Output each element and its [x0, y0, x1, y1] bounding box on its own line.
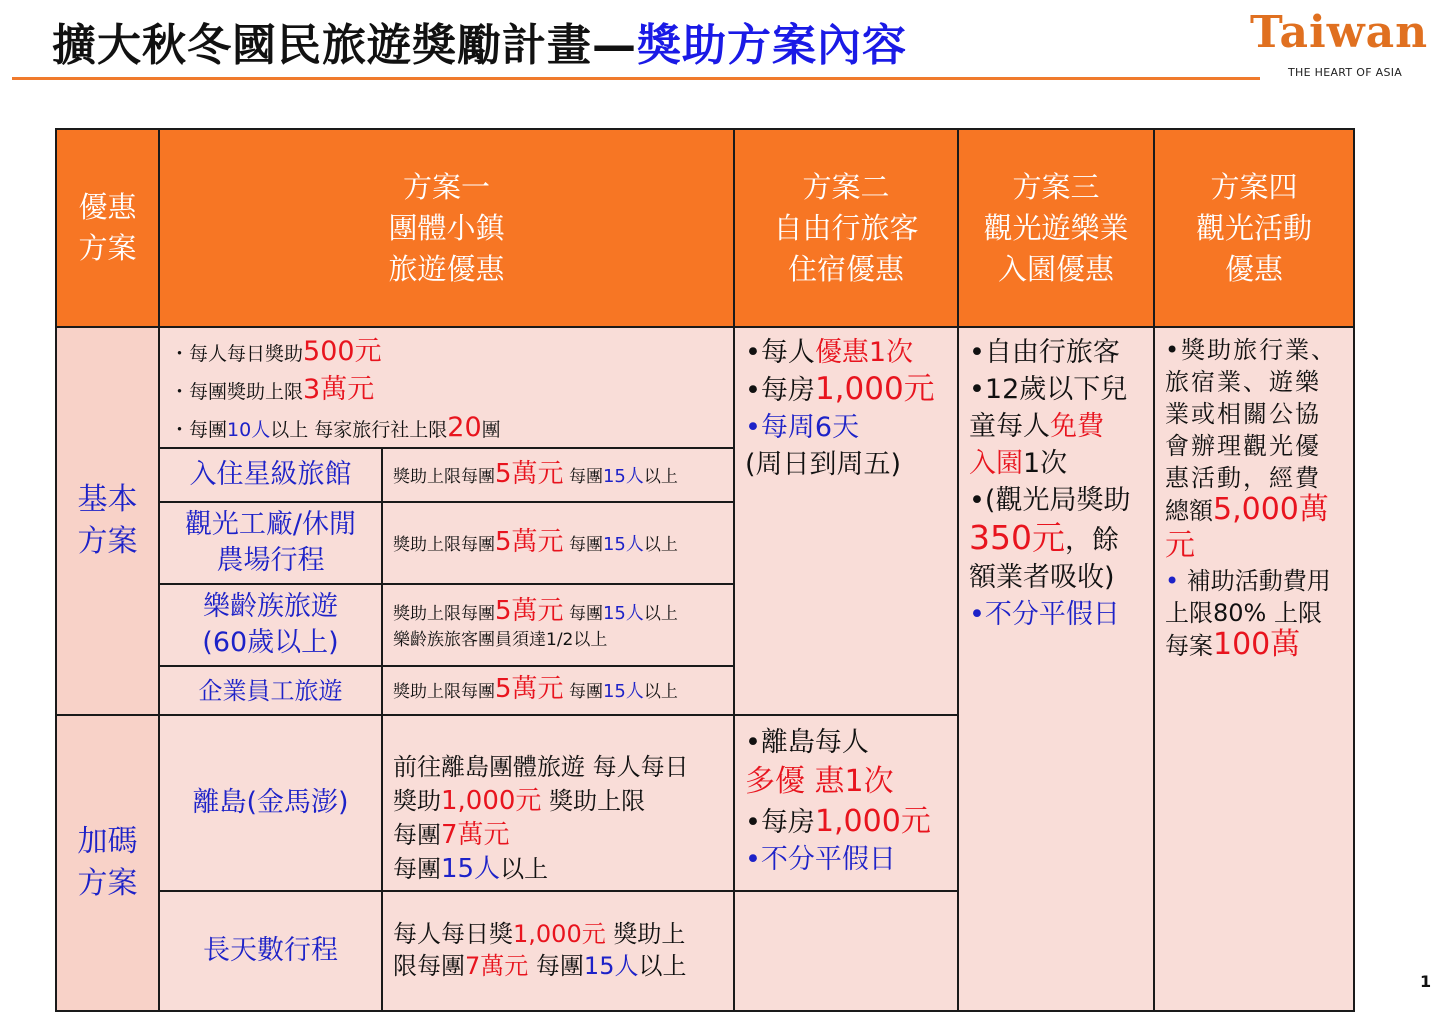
amount: 100萬: [1213, 627, 1301, 662]
island-plan2-line: [745, 803, 947, 841]
logo-tagline: THE HEART OF ASIA: [1288, 66, 1403, 79]
bullet: •: [1165, 567, 1187, 595]
bonus-value-long-trip: [381, 890, 735, 1012]
header-text: 團體小鎮: [388, 210, 505, 245]
plan4-line: •獎助旅行業、: [1165, 336, 1338, 364]
text: 每團: [393, 821, 441, 849]
plan4-line: 上限80% 上限: [1165, 599, 1322, 627]
row-label-text: 加碼: [77, 824, 138, 859]
plan2-line: •每周6天: [745, 412, 860, 443]
text: 以上 每家旅行社上限: [270, 419, 448, 441]
text: 每團: [563, 534, 603, 555]
text: 以上: [500, 855, 549, 883]
plan4-line: 會辦理觀光優: [1165, 432, 1321, 460]
plan1-sub-value-senior: [381, 583, 735, 667]
sub-label: 長天數行程: [203, 935, 338, 966]
count: 15人: [602, 602, 644, 624]
title-highlight: 獎助方案內容: [637, 20, 907, 71]
text: 獎助上限每團: [393, 534, 495, 555]
count: 10人: [227, 419, 271, 441]
amount: 20: [447, 412, 482, 443]
plan4-line: [1165, 629, 1343, 662]
text: 以上: [643, 603, 678, 624]
plan1-sub-label-hotel: [158, 447, 383, 503]
header-text: 方案四: [1210, 169, 1298, 204]
plan1-line: ・每人每日獎助500元: [170, 336, 382, 367]
sub-label: 觀光工廠/休閒 農場行程: [184, 509, 357, 576]
plan4-line: 旅宿業、遊樂: [1165, 368, 1321, 396]
bonus-label-long-trip: [158, 890, 383, 1012]
page-number: 1: [1420, 972, 1432, 991]
header-text: 觀光活動: [1195, 210, 1312, 245]
sub-value-line: [393, 676, 733, 705]
amount: 5萬元: [495, 674, 564, 704]
island-line: [393, 818, 723, 852]
text: 每案: [1165, 632, 1213, 660]
island-plan2-line: •不分平假日: [745, 844, 896, 875]
sub-label: 樂齡族旅遊 (60歲以上): [202, 591, 339, 658]
plan3-line: •不分平假日: [969, 599, 1120, 630]
plan1-sub-value-corporate: [381, 665, 735, 716]
count: 15人: [602, 681, 644, 702]
header-text: 方案二: [802, 169, 890, 204]
header-plan-1: [158, 128, 735, 328]
row-label-text: 基本: [77, 482, 138, 517]
amount: 1,000元: [513, 920, 606, 948]
plan3-line: [969, 408, 1143, 445]
text: 以上: [638, 952, 687, 980]
plan4-line: [1165, 565, 1343, 597]
text: •每房: [745, 375, 815, 406]
count: 15人: [602, 533, 644, 555]
plan3-line: [969, 519, 1143, 559]
count: 15人: [602, 465, 644, 487]
text: 獎助: [393, 787, 441, 815]
plan3-line: [969, 445, 1143, 482]
amount: 7萬元: [441, 820, 510, 850]
text: 每團: [563, 466, 603, 487]
title-main: 擴大秋冬國民旅遊獎勵計畫—: [52, 20, 637, 71]
page-title: [52, 14, 907, 78]
bonus-label-island: [158, 714, 383, 892]
text: 童每人: [969, 411, 1050, 442]
text: 以上: [643, 682, 678, 702]
amount: 1,000元: [814, 804, 931, 839]
amount: 5萬元: [495, 458, 564, 489]
plan1-sub-label-senior: [158, 583, 383, 667]
plan-table: [55, 128, 1355, 1012]
text: •每房: [745, 807, 815, 838]
title-divider: [12, 77, 1260, 80]
text: 限每團: [393, 952, 465, 980]
plan4-line: 惠活動，經費: [1165, 464, 1321, 492]
text: 以上: [643, 466, 678, 487]
text: 每團: [563, 682, 603, 702]
header-plan-type: [55, 128, 160, 328]
plan3-line: •(觀光局獎助: [969, 485, 1131, 516]
sub-value-line: [393, 526, 733, 558]
plan2-line: [745, 371, 947, 409]
count: 15人: [441, 854, 501, 884]
header-text: 方案: [78, 231, 137, 265]
text: 總額: [1165, 497, 1213, 525]
text: 獎助上限每團: [393, 466, 495, 487]
island-plan2-line: •離島每人: [745, 727, 869, 758]
header-text: 旅遊優惠: [388, 251, 505, 286]
header-plan-3: [957, 128, 1155, 328]
row-label-bonus: [55, 714, 160, 1012]
bonus-value-island: [381, 714, 735, 892]
amount: 5,000萬: [1213, 492, 1329, 527]
row-label-text: 方案: [77, 866, 138, 901]
amount: 1,000元: [814, 371, 935, 407]
island-plan2-line: 多優 惠1次: [745, 764, 894, 799]
header-text: 住宿優惠: [787, 251, 904, 286]
amount: 350元: [969, 518, 1065, 557]
sub-value-line: [393, 458, 733, 490]
amount: 5萬元: [495, 595, 564, 626]
plan1-sub-value-factory: [381, 501, 735, 585]
sub-label: 入住星級旅館: [189, 459, 352, 490]
header-text: 方案三: [1012, 169, 1100, 204]
plan3-line: 額業者吸收): [969, 562, 1115, 593]
text: 團: [481, 419, 501, 441]
sub-value-line: [393, 595, 733, 627]
text: •每人: [745, 337, 815, 368]
plan1-sub-label-factory: [158, 501, 383, 585]
text: 1次: [1023, 448, 1068, 479]
logo-wordmark: Taiwan: [1250, 7, 1429, 58]
sub-label: 企業員工旅遊: [198, 676, 343, 705]
header-plan-2: [733, 128, 959, 328]
island-line: [393, 852, 723, 886]
header-text: 優惠: [78, 190, 137, 224]
plan1-line: ・每團獎助上限3萬元: [170, 374, 375, 405]
plan2-line: (周日到周五): [745, 449, 902, 480]
text: 獎助上限每團: [393, 682, 495, 702]
header-text: 方案一: [402, 169, 490, 204]
amount: 500元: [303, 336, 382, 367]
plan1-sub-label-corporate: [158, 665, 383, 716]
island-line: 前往離島團體旅遊 每人每日: [393, 753, 689, 781]
plan2-line: [745, 334, 947, 371]
amount: 3萬元: [303, 374, 375, 405]
plan3-content: [957, 326, 1155, 1012]
header-text: 觀光遊樂業: [983, 210, 1129, 245]
highlight: 優惠1次: [814, 337, 914, 368]
header-text: 優惠: [1224, 251, 1283, 286]
text: 每團: [393, 855, 441, 883]
highlight: 入園: [969, 448, 1023, 479]
text: 每團: [528, 952, 584, 980]
plan4-line: [1165, 494, 1343, 527]
text: 以上: [643, 534, 678, 555]
text: 每團獎助上限: [189, 381, 304, 403]
amount: 7萬元: [465, 952, 529, 980]
plan1-basic-summary: [158, 326, 735, 450]
long-line: [393, 950, 723, 982]
text: 補助活動費用: [1186, 567, 1331, 595]
count: 15人: [583, 952, 639, 980]
header-text: 自由行旅客: [773, 210, 919, 245]
header-text: 入園優惠: [997, 251, 1114, 286]
island-line: [393, 784, 723, 818]
text: 每團: [189, 419, 228, 441]
row-label-basic: [55, 326, 160, 716]
long-line: [393, 918, 723, 950]
text: 每人每日獎助: [189, 343, 304, 365]
plan2-basic: [733, 326, 959, 716]
plan4-content: [1153, 326, 1355, 1012]
highlight: 免費: [1050, 411, 1104, 442]
row-label-text: 方案: [77, 524, 138, 559]
sub-value-note: 樂齡族旅客團員須達1/2以上: [393, 629, 608, 650]
plan1-line: ・每團10人以上 每家旅行社上限20團: [170, 412, 501, 443]
plan3-line: •12歲以下兒: [969, 374, 1128, 405]
text: 獎助上限: [541, 787, 646, 815]
plan3-line: •自由行旅客: [969, 337, 1120, 368]
text: 獎助上: [605, 920, 686, 948]
amount: 1,000元: [441, 786, 542, 816]
plan4-line: 業或相關公協: [1165, 400, 1321, 428]
plan1-sub-value-hotel: [381, 447, 735, 503]
taiwan-logo: [1250, 4, 1436, 84]
text: 每團: [563, 603, 603, 624]
header-plan-4: [1153, 128, 1355, 328]
text: ，餘: [1065, 525, 1119, 556]
sub-label: 離島(金馬澎): [192, 787, 349, 818]
text: 獎助上限每團: [393, 603, 495, 624]
bonus-long-plan2-empty: [733, 890, 959, 1012]
text: 每人每日獎: [393, 920, 513, 948]
plan4-line: 元: [1165, 528, 1197, 563]
bonus-island-plan2: [733, 714, 959, 892]
amount: 5萬元: [495, 526, 564, 557]
